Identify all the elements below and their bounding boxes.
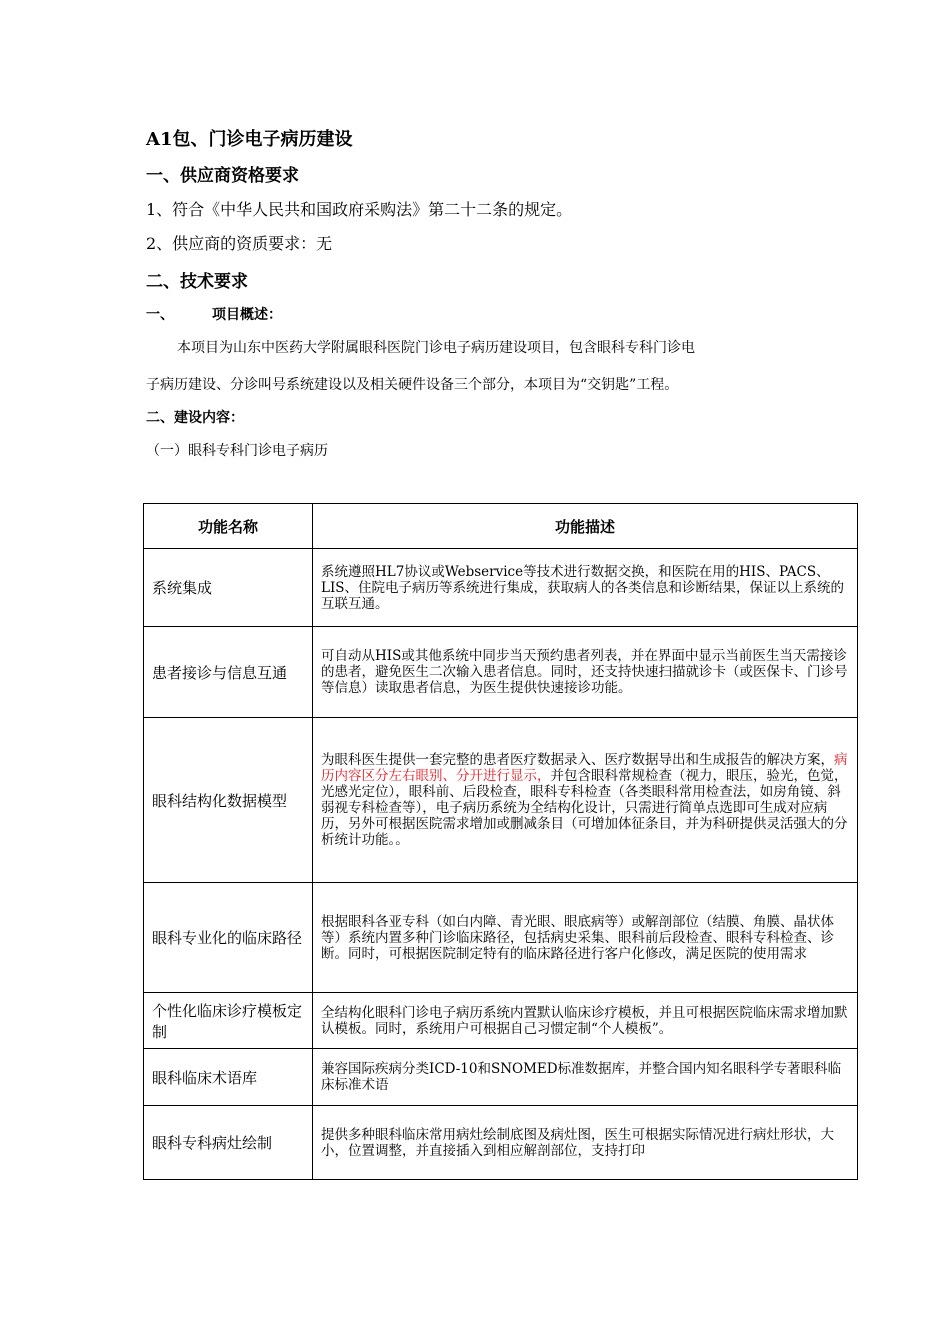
table-header-name: 功能名称 [144,504,313,549]
document-title: A1包、门诊电子病历建设 [146,129,353,150]
function-name: 患者接诊与信息互通 [144,627,313,718]
function-desc: 全结构化眼科门诊电子病历系统内置默认临床诊疗模板，并且可根据医院临床需求增加默认模板。同时，系统用户可根据自己习惯定制“个人模板”。 [313,993,858,1049]
requirement-item-1: 1、符合《中华人民共和国政府采购法》第二十二条的规定。 [146,200,573,219]
section2-heading: 二、技术要求 [146,272,248,292]
table-row [144,627,858,718]
overview-number: 一、 [146,307,174,323]
table-row [144,1106,858,1180]
function-name: 个性化临床诊疗模板定制 [144,993,313,1049]
function-desc: 兼容国际疾病分类ICD-10和SNOMED标准数据库，并整合国内知名眼科学专著眼科临床标准术语 [313,1049,858,1106]
function-desc: 提供多种眼科临床常用病灶绘制底图及病灶图，医生可根据实际情况进行病灶形状，大小，位置调整，并直接插入到相应解剖部位，支持打印 [313,1106,858,1180]
desc-text: 为眼科医生提供一套完整的患者医疗数据录入、医疗数据导出和生成报告的解决方案， [321,752,834,768]
function-desc: 系统遵照HL7协议或Webservice等技术进行数据交换，和医院在用的HIS、PACS、LIS、住院电子病历等系统进行集成，获取病人的各类信息和诊断结果，保证以上系统的互联互通。 [313,549,858,627]
function-name: 眼科结构化数据模型 [144,718,313,883]
function-name: 系统集成 [144,549,313,627]
subsection-heading: （一）眼科专科门诊电子病历 [146,443,328,459]
content-heading: 二、建设内容： [146,410,244,426]
function-name: 眼科临床术语库 [144,1049,313,1106]
function-name: 眼科专科病灶绘制 [144,1106,313,1180]
table-row [144,549,858,627]
overview-label: 项目概述： [212,307,282,323]
table-row [144,1049,858,1106]
desc-text: 并包含眼科常规检查（视力，眼压，验光，色觉，光感光定位），眼科前、后段检查，眼科专科检查（各类眼科常用检查法，如房角镜、斜弱视专科检查等），电子病历系统为全结构化设计，只需进行简单点选即可生成对应病历，另外可根据医院需求增加或删减条目（可增加体征条目，并为科研提供灵活强大的分析统计功能。。 [321,768,848,848]
requirement-item-2: 2、供应商的资质要求：无 [146,234,333,253]
function-table [143,503,858,1180]
section1-heading: 一、供应商资格要求 [146,166,299,186]
overview-text-line2: 子病历建设、分诊叫号系统建设以及相关硬件设备三个部分，本项目为“交钥匙”工程。 [146,377,679,393]
table-header-desc: 功能描述 [313,504,858,549]
function-desc [313,718,858,883]
table-row [144,718,858,883]
function-desc: 根据眼科各亚专科（如白内障、青光眼、眼底病等）或解剖部位（结膜、角膜、晶状体等）系统内置多种门诊临床路径，包括病史采集、眼科前后段检查、眼科专科检查、诊断。同时，可根据医院制定特有的临床路径进行客户化修改，满足医院的使用需求 [313,883,858,993]
table-row [144,993,858,1049]
table-row [144,883,858,993]
table-header-row [144,504,858,549]
function-name: 眼科专业化的临床路径 [144,883,313,993]
function-desc: 可自动从HIS或其他系统中同步当天预约患者列表，并在界面中显示当前医生当天需接诊的患者，避免医生二次输入患者信息。同时，还支持快速扫描就诊卡（或医保卡、门诊号等信息）读取患者信息，为医生提供快速接诊功能。 [313,627,858,718]
desc-highlight: 病历内容区分左右眼别、分开进行显示， [321,752,848,784]
overview-text-line1: 本项目为山东中医药大学附属眼科医院门诊电子病历建设项目，包含眼科专科门诊电 [177,340,695,356]
